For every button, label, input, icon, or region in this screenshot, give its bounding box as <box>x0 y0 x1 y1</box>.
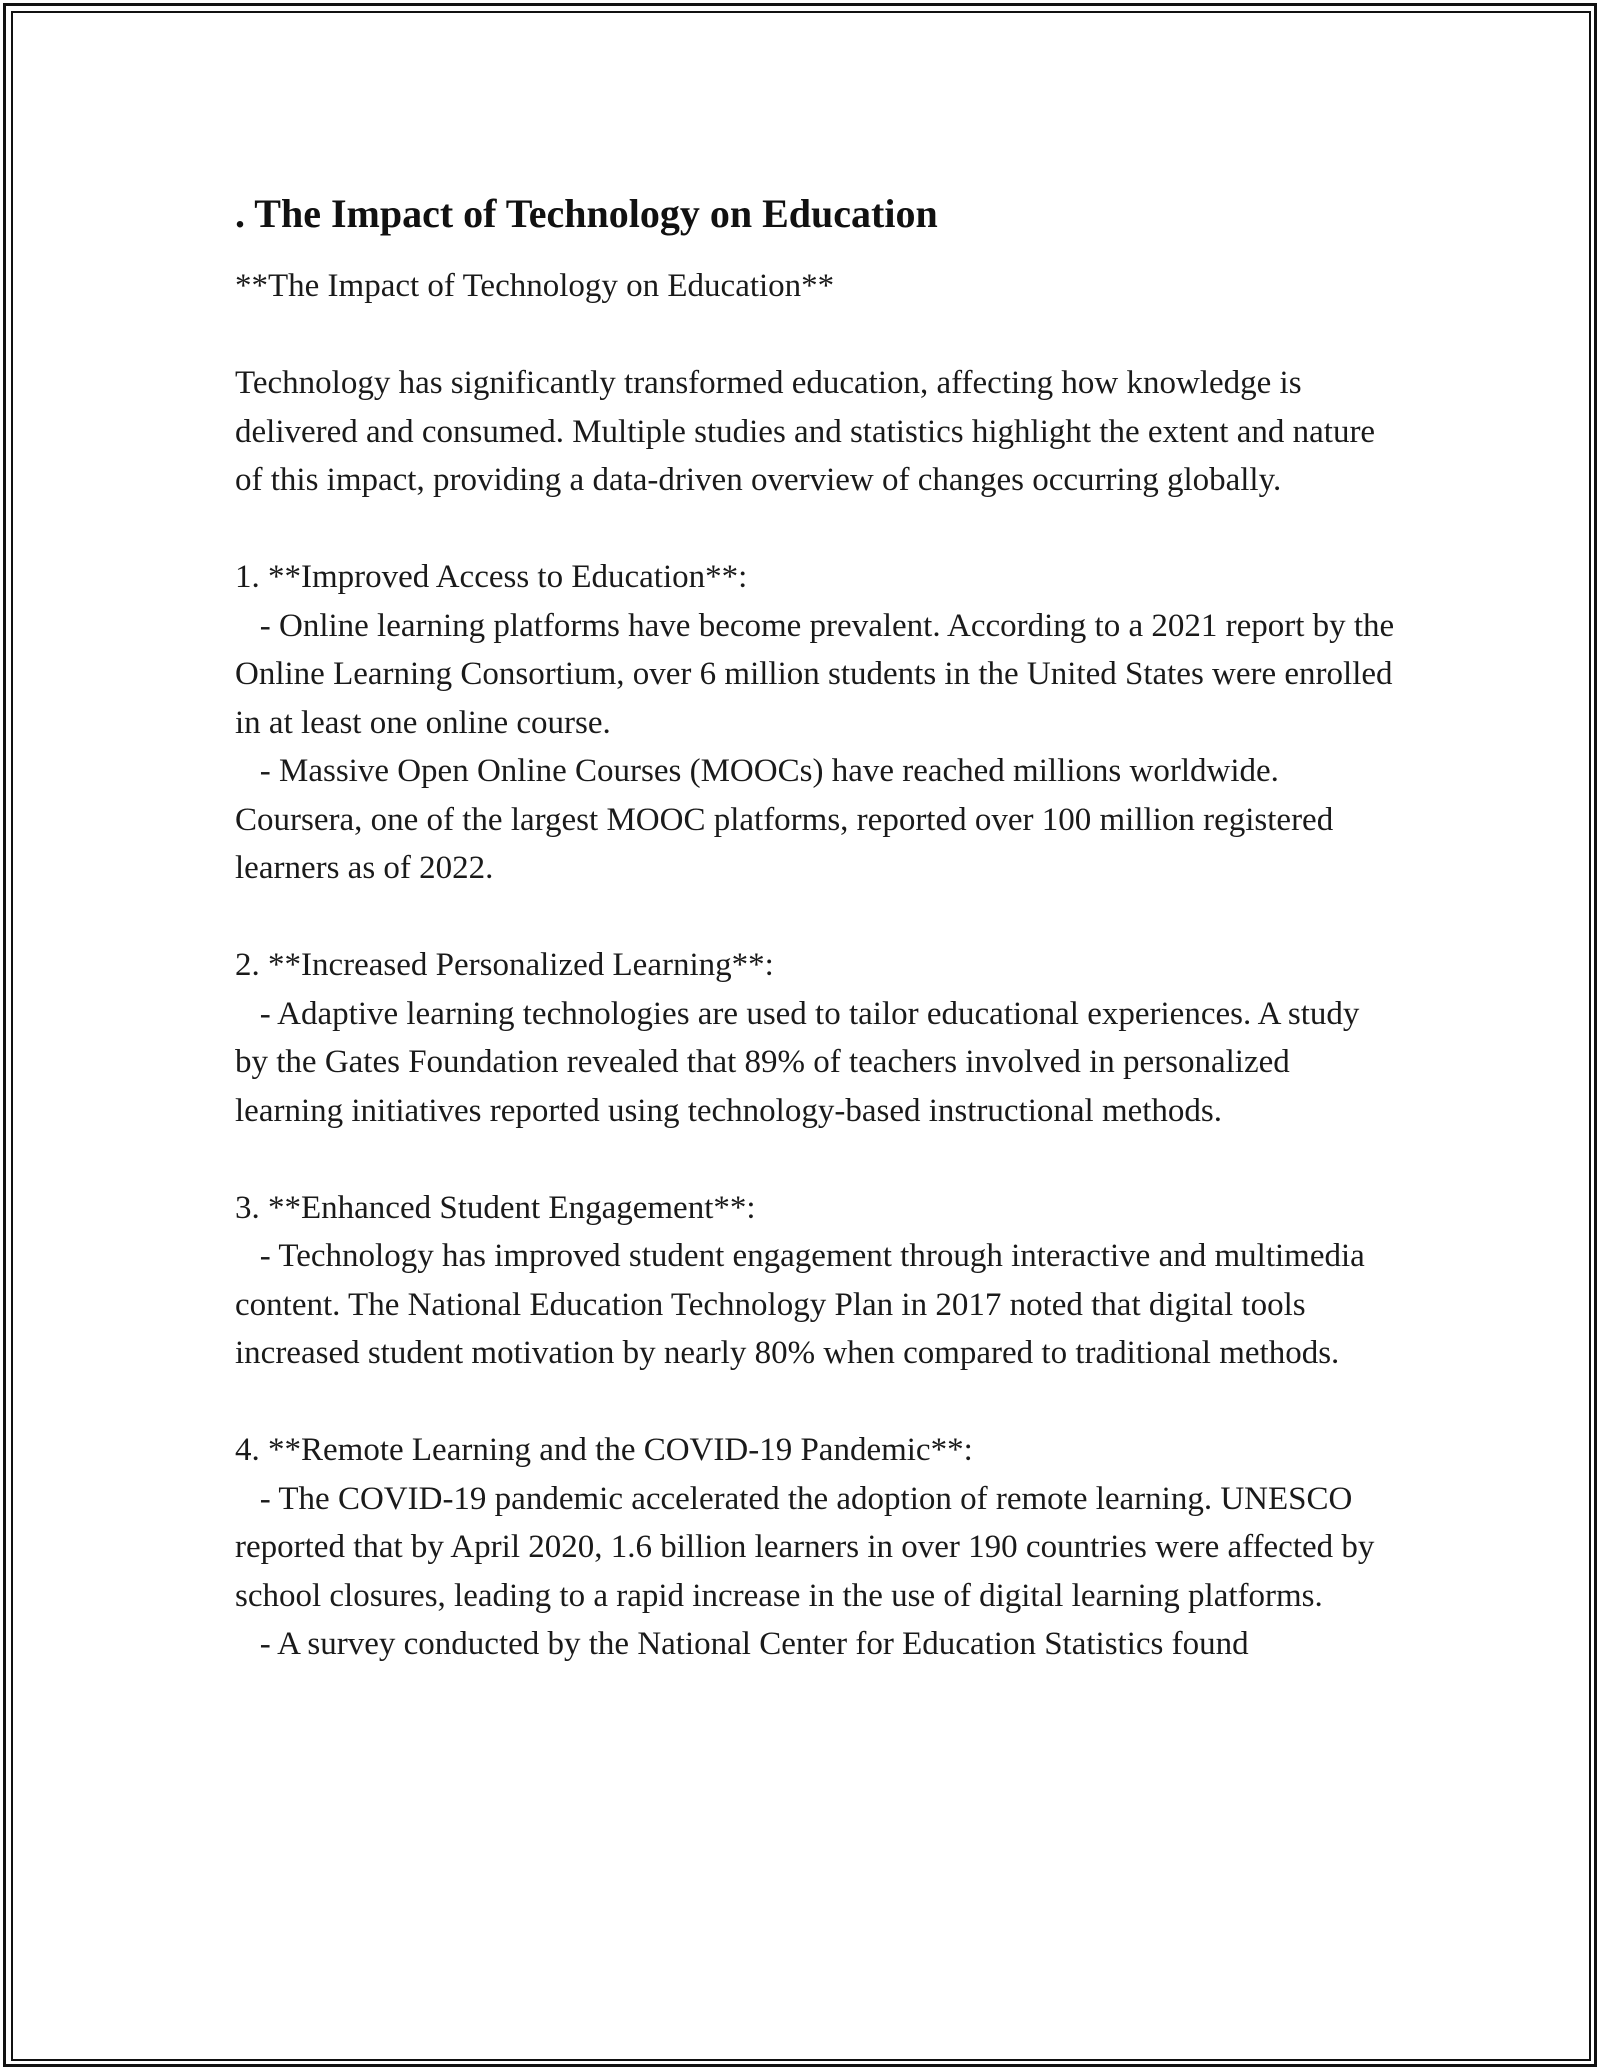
bullet-text: - Adaptive learning technologies are used to tailor educational experiences. A study by the Gates Foundation revealed that 89% of teachers involved in personalized learning initiatives reported using technology-based instructional methods. <box>235 995 1368 1129</box>
bullet-text: - Online learning platforms have become prevalent. According to a 2021 report by the Online Learning Consortium, over 6 million students in the United States were enrolled in at least one online course. <box>235 607 1403 741</box>
document-heading: . The Impact of Technology on Education <box>235 191 938 236</box>
bullet-item <box>235 1620 1395 1669</box>
bullet-text: - The COVID-19 pandemic accelerated the adoption of remote learning. UNESCO reported that by April 2020, 1.6 billion learners in over 190 countries were affected by school closures, leading to a rapid increase in the use of digital learning platforms. <box>235 1480 1383 1614</box>
section-personalized-learning <box>235 941 1395 1135</box>
document-body <box>235 186 1403 1717</box>
section-title: 2. **Increased Personalized Learning**: <box>235 947 774 983</box>
section-student-engagement <box>235 1184 1395 1378</box>
bullet-text: - A survey conducted by the National Center for Education Statistics found <box>259 1626 1249 1662</box>
bullet-item <box>235 1475 1395 1621</box>
section-title: 3. **Enhanced Student Engagement**: <box>235 1189 756 1226</box>
section-remote-learning <box>235 1426 1395 1669</box>
intro-paragraph: Technology has significantly transformed education, affecting how knowledge is delivered and consumed. Multiple studies and statistics highlight the extent and nature of this impact, providing a data-driven overview of changes occurring globally. <box>235 365 1384 498</box>
section-improved-access <box>235 553 1403 893</box>
bullet-item <box>235 990 1395 1136</box>
document-subtitle: **The Impact of Technology on Education** <box>235 268 835 304</box>
bullet-item <box>235 602 1403 748</box>
section-title: 1. **Improved Access to Education**: <box>235 559 748 595</box>
section-title: 4. **Remote Learning and the COVID-19 Pandemic**: <box>235 1432 973 1468</box>
bullet-item <box>235 747 1395 893</box>
bullet-text: - Technology has improved student engagement through interactive and multimedia content. The National Education Technology Plan in 2017 noted that digital tools increased student motivation by nearly 80% when compared to traditional methods. <box>235 1238 1374 1371</box>
bullet-item <box>235 1232 1395 1378</box>
bullet-text: - Massive Open Online Courses (MOOCs) have reached millions worldwide. Coursera, one of the largest MOOC platforms, reported over 100 million registered learners as of 2022. <box>235 753 1342 886</box>
